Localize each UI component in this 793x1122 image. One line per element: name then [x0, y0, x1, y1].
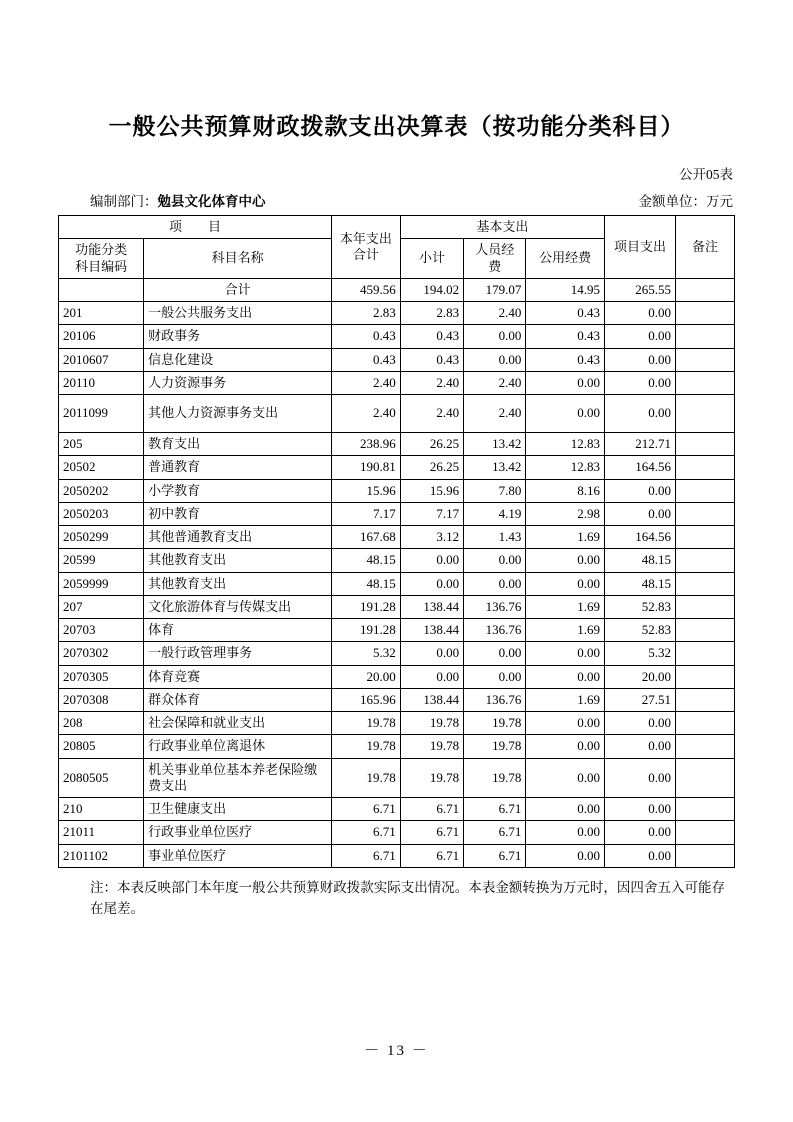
cell-remark	[675, 821, 734, 844]
cell-public: 1.69	[526, 619, 605, 642]
page-title: 一般公共预算财政拨款支出决算表（按功能分类科目）	[108, 114, 685, 139]
cell-public: 0.00	[526, 798, 605, 821]
cell-code: 2011099	[59, 395, 144, 433]
cell-code: 2050299	[59, 526, 144, 549]
cell-subtotal: 0.00	[400, 665, 463, 688]
cell-public: 14.95	[526, 278, 605, 301]
cell-remark	[675, 325, 734, 348]
cell-total: 5.32	[332, 642, 401, 665]
department-name: 勉县文化体育中心	[157, 194, 266, 209]
cell-project: 0.00	[605, 348, 676, 371]
cell-public: 0.00	[526, 371, 605, 394]
cell-name: 体育竞赛	[144, 665, 332, 688]
cell-public: 0.43	[526, 325, 605, 348]
cell-project: 0.00	[605, 302, 676, 325]
cell-total: 7.17	[332, 502, 401, 525]
cell-name: 事业单位医疗	[144, 844, 332, 867]
cell-personnel: 0.00	[464, 325, 526, 348]
cell-project: 52.83	[605, 595, 676, 618]
cell-project: 5.32	[605, 642, 676, 665]
cell-project: 52.83	[605, 619, 676, 642]
cell-remark	[675, 798, 734, 821]
cell-subtotal: 2.40	[400, 371, 463, 394]
cell-public: 0.00	[526, 821, 605, 844]
cell-code: 2070308	[59, 688, 144, 711]
cell-project: 164.56	[605, 456, 676, 479]
cell-name: 财政事务	[144, 325, 332, 348]
header-total	[332, 216, 401, 279]
cell-public: 12.83	[526, 456, 605, 479]
table-header	[59, 216, 735, 279]
cell-code	[59, 278, 144, 301]
cell-remark	[675, 844, 734, 867]
meta-row	[58, 190, 735, 210]
cell-project: 0.00	[605, 844, 676, 867]
cell-remark	[675, 395, 734, 433]
cell-name: 合计	[144, 278, 332, 301]
cell-name: 初中教育	[144, 502, 332, 525]
cell-subtotal: 19.78	[400, 735, 463, 758]
table-row	[59, 595, 735, 618]
cell-personnel: 0.00	[464, 348, 526, 371]
table-row	[59, 371, 735, 394]
cell-project: 0.00	[605, 821, 676, 844]
cell-personnel: 6.71	[464, 798, 526, 821]
cell-total: 191.28	[332, 595, 401, 618]
table-row	[59, 735, 735, 758]
cell-public: 0.00	[526, 844, 605, 867]
cell-total: 238.96	[332, 433, 401, 456]
cell-name: 一般公共服务支出	[144, 302, 332, 325]
cell-code: 20502	[59, 456, 144, 479]
cell-public: 2.98	[526, 502, 605, 525]
cell-project: 0.00	[605, 325, 676, 348]
cell-total: 19.78	[332, 712, 401, 735]
cell-name: 其他人力资源事务支出	[144, 395, 332, 433]
cell-subtotal: 26.25	[400, 433, 463, 456]
cell-remark	[675, 595, 734, 618]
cell-subtotal: 15.96	[400, 479, 463, 502]
cell-project: 164.56	[605, 526, 676, 549]
cell-subtotal: 0.00	[400, 549, 463, 572]
header-remark: 备注	[675, 216, 734, 279]
cell-personnel: 19.78	[464, 712, 526, 735]
cell-name: 其他教育支出	[144, 572, 332, 595]
cell-code: 20703	[59, 619, 144, 642]
table-row	[59, 395, 735, 433]
cell-public: 0.00	[526, 758, 605, 798]
cell-remark	[675, 456, 734, 479]
cell-personnel: 179.07	[464, 278, 526, 301]
cell-subtotal: 3.12	[400, 526, 463, 549]
table-row	[59, 302, 735, 325]
table-row	[59, 798, 735, 821]
cell-public: 0.00	[526, 735, 605, 758]
cell-name: 行政事业单位医疗	[144, 821, 332, 844]
cell-total: 167.68	[332, 526, 401, 549]
cell-remark	[675, 278, 734, 301]
cell-remark	[675, 712, 734, 735]
cell-personnel: 136.76	[464, 619, 526, 642]
cell-subtotal: 138.44	[400, 688, 463, 711]
table-row	[59, 479, 735, 502]
cell-code: 2070305	[59, 665, 144, 688]
cell-remark	[675, 572, 734, 595]
cell-total: 48.15	[332, 572, 401, 595]
cell-subtotal: 6.71	[400, 821, 463, 844]
cell-code: 2080505	[59, 758, 144, 798]
cell-total: 48.15	[332, 549, 401, 572]
cell-remark	[675, 502, 734, 525]
header-code	[59, 239, 144, 279]
cell-subtotal: 0.00	[400, 642, 463, 665]
cell-project: 48.15	[605, 572, 676, 595]
cell-name: 社会保障和就业支出	[144, 712, 332, 735]
table-row	[59, 526, 735, 549]
cell-public: 0.43	[526, 348, 605, 371]
cell-public: 0.00	[526, 572, 605, 595]
cell-personnel: 0.00	[464, 665, 526, 688]
cell-remark	[675, 642, 734, 665]
department-label: 编制部门：	[90, 194, 158, 209]
cell-public: 1.69	[526, 595, 605, 618]
cell-personnel: 2.40	[464, 395, 526, 433]
cell-code: 2050202	[59, 479, 144, 502]
cell-public: 0.00	[526, 642, 605, 665]
table-footnote: 注：本表反映部门本年度一般公共预算财政拨款实际支出情况。本表金额转换为万元时，因四舍五入可能存在尾差。	[90, 879, 725, 917]
cell-subtotal: 7.17	[400, 502, 463, 525]
table-row	[59, 278, 735, 301]
cell-total: 0.43	[332, 325, 401, 348]
department-info	[90, 190, 266, 210]
header-item-group: 项 目	[59, 216, 332, 239]
cell-remark	[675, 526, 734, 549]
cell-code: 20805	[59, 735, 144, 758]
header-total-line1: 本年支出	[339, 230, 392, 246]
header-row-1	[59, 216, 735, 239]
cell-code: 21011	[59, 821, 144, 844]
cell-subtotal: 19.78	[400, 712, 463, 735]
table-row	[59, 821, 735, 844]
cell-public: 0.00	[526, 712, 605, 735]
cell-code: 2101102	[59, 844, 144, 867]
cell-project: 0.00	[605, 712, 676, 735]
cell-subtotal: 6.71	[400, 844, 463, 867]
header-personnel	[464, 239, 526, 279]
cell-public: 1.69	[526, 688, 605, 711]
table-row	[59, 758, 735, 798]
cell-code: 2050203	[59, 502, 144, 525]
cell-total: 0.43	[332, 348, 401, 371]
cell-name: 人力资源事务	[144, 371, 332, 394]
table-row	[59, 456, 735, 479]
cell-name: 文化旅游体育与传媒支出	[144, 595, 332, 618]
cell-name: 其他普通教育支出	[144, 526, 332, 549]
cell-code: 2059999	[59, 572, 144, 595]
cell-project: 0.00	[605, 798, 676, 821]
cell-personnel: 4.19	[464, 502, 526, 525]
cell-personnel: 2.40	[464, 302, 526, 325]
cell-name: 信息化建设	[144, 348, 332, 371]
cell-personnel: 0.00	[464, 549, 526, 572]
cell-subtotal: 138.44	[400, 619, 463, 642]
page-number: － 13 －	[364, 1043, 429, 1059]
cell-name: 行政事业单位离退休	[144, 735, 332, 758]
cell-remark	[675, 688, 734, 711]
cell-name: 一般行政管理事务	[144, 642, 332, 665]
cell-code: 2010607	[59, 348, 144, 371]
cell-remark	[675, 735, 734, 758]
cell-code: 208	[59, 712, 144, 735]
cell-subtotal: 0.43	[400, 325, 463, 348]
table-row	[59, 665, 735, 688]
table-row	[59, 433, 735, 456]
table-row	[59, 712, 735, 735]
table-row	[59, 844, 735, 867]
cell-subtotal: 6.71	[400, 798, 463, 821]
table-row	[59, 642, 735, 665]
cell-subtotal: 2.83	[400, 302, 463, 325]
cell-name: 普通教育	[144, 456, 332, 479]
cell-subtotal: 194.02	[400, 278, 463, 301]
cell-project: 0.00	[605, 479, 676, 502]
cell-name: 其他教育支出	[144, 549, 332, 572]
cell-remark	[675, 348, 734, 371]
header-project: 项目支出	[605, 216, 676, 279]
cell-personnel: 13.42	[464, 433, 526, 456]
sheet-number: 公开05表	[679, 167, 733, 182]
cell-project: 265.55	[605, 278, 676, 301]
cell-personnel: 136.76	[464, 595, 526, 618]
cell-public: 1.69	[526, 526, 605, 549]
cell-personnel: 19.78	[464, 735, 526, 758]
table-row	[59, 688, 735, 711]
cell-remark	[675, 479, 734, 502]
table-row	[59, 572, 735, 595]
cell-total: 459.56	[332, 278, 401, 301]
cell-name: 群众体育	[144, 688, 332, 711]
cell-code: 205	[59, 433, 144, 456]
cell-total: 15.96	[332, 479, 401, 502]
header-name: 科目名称	[144, 239, 332, 279]
cell-code: 20599	[59, 549, 144, 572]
cell-personnel: 0.00	[464, 642, 526, 665]
cell-name: 卫生健康支出	[144, 798, 332, 821]
cell-subtotal: 138.44	[400, 595, 463, 618]
cell-total: 19.78	[332, 758, 401, 798]
table-row	[59, 502, 735, 525]
header-subtotal: 小计	[400, 239, 463, 279]
cell-total: 165.96	[332, 688, 401, 711]
cell-subtotal: 19.78	[400, 758, 463, 798]
cell-project: 0.00	[605, 758, 676, 798]
cell-project: 20.00	[605, 665, 676, 688]
cell-total: 191.28	[332, 619, 401, 642]
header-code-line2: 科目编码	[75, 258, 128, 274]
cell-project: 48.15	[605, 549, 676, 572]
header-total-line2: 合计	[352, 246, 379, 262]
cell-subtotal: 26.25	[400, 456, 463, 479]
cell-public: 0.00	[526, 395, 605, 433]
table-row	[59, 549, 735, 572]
cell-personnel: 6.71	[464, 821, 526, 844]
cell-total: 2.83	[332, 302, 401, 325]
header-personnel-line1: 人员经	[475, 242, 515, 258]
cell-public: 0.43	[526, 302, 605, 325]
cell-subtotal: 0.43	[400, 348, 463, 371]
cell-subtotal: 2.40	[400, 395, 463, 433]
cell-project: 27.51	[605, 688, 676, 711]
cell-remark	[675, 371, 734, 394]
cell-project: 0.00	[605, 502, 676, 525]
cell-project: 0.00	[605, 395, 676, 433]
cell-personnel: 1.43	[464, 526, 526, 549]
cell-remark	[675, 665, 734, 688]
budget-table	[58, 215, 735, 868]
cell-project: 0.00	[605, 735, 676, 758]
cell-public: 0.00	[526, 549, 605, 572]
header-personnel-line2: 费	[488, 258, 502, 274]
cell-code: 210	[59, 798, 144, 821]
cell-personnel: 19.78	[464, 758, 526, 798]
cell-code: 207	[59, 595, 144, 618]
cell-code: 201	[59, 302, 144, 325]
cell-remark	[675, 302, 734, 325]
cell-personnel: 0.00	[464, 572, 526, 595]
cell-code: 2070302	[59, 642, 144, 665]
cell-total: 6.71	[332, 821, 401, 844]
cell-public: 0.00	[526, 665, 605, 688]
table-row	[59, 619, 735, 642]
cell-personnel: 6.71	[464, 844, 526, 867]
cell-remark	[675, 619, 734, 642]
cell-remark	[675, 549, 734, 572]
header-code-line1: 功能分类	[75, 242, 128, 258]
table-row	[59, 348, 735, 371]
cell-subtotal: 0.00	[400, 572, 463, 595]
cell-code: 20106	[59, 325, 144, 348]
cell-total: 2.40	[332, 371, 401, 394]
cell-name: 体育	[144, 619, 332, 642]
cell-personnel: 7.80	[464, 479, 526, 502]
cell-personnel: 13.42	[464, 456, 526, 479]
cell-code: 20110	[59, 371, 144, 394]
cell-name: 小学教育	[144, 479, 332, 502]
cell-project: 212.71	[605, 433, 676, 456]
cell-project: 0.00	[605, 371, 676, 394]
amount-unit: 金额单位：万元	[638, 194, 733, 209]
cell-name: 教育支出	[144, 433, 332, 456]
cell-name: 机关事业单位基本养老保险缴费支出	[144, 758, 332, 798]
header-basic-group: 基本支出	[400, 216, 604, 239]
cell-public: 8.16	[526, 479, 605, 502]
cell-total: 190.81	[332, 456, 401, 479]
cell-total: 2.40	[332, 395, 401, 433]
cell-total: 20.00	[332, 665, 401, 688]
table-body	[59, 278, 735, 867]
table-row	[59, 325, 735, 348]
header-public: 公用经费	[526, 239, 605, 279]
cell-total: 19.78	[332, 735, 401, 758]
cell-total: 6.71	[332, 844, 401, 867]
cell-personnel: 2.40	[464, 371, 526, 394]
cell-personnel: 136.76	[464, 688, 526, 711]
cell-remark	[675, 433, 734, 456]
cell-public: 12.83	[526, 433, 605, 456]
cell-remark	[675, 758, 734, 798]
cell-total: 6.71	[332, 798, 401, 821]
